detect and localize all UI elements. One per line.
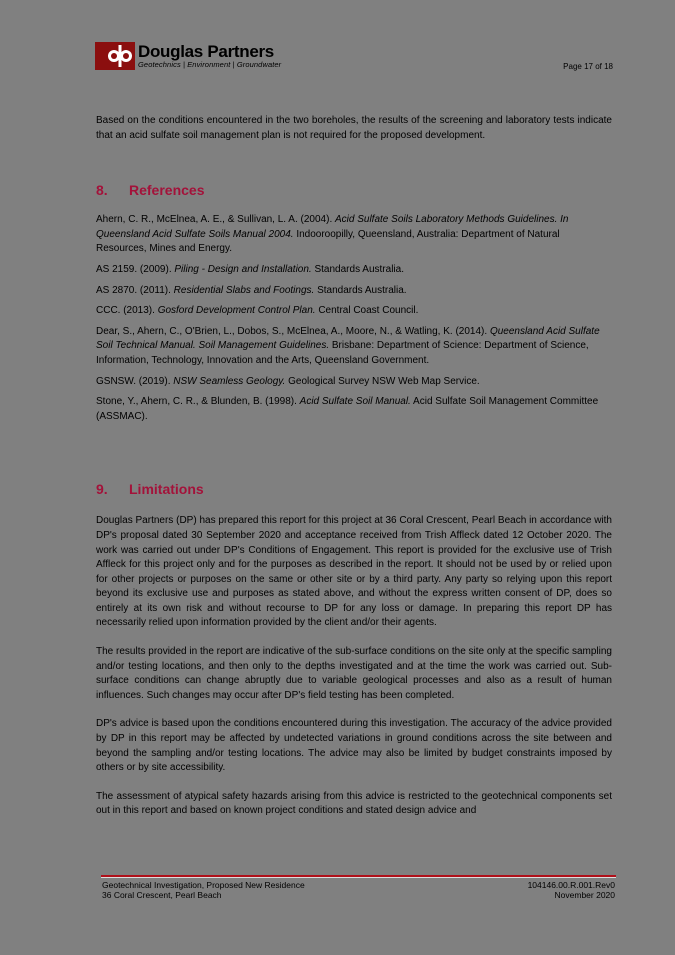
footer-project-title: Geotechnical Investigation, Proposed New Residence [102,880,305,890]
reference-item: Stone, Y., Ahern, C. R., & Blunden, B. (1998). Acid Sulfate Soil Manual. Acid Sulfate Soil Management Committee (ASSMAC). [96,396,599,422]
limitations-paragraph: DP's advice is based upon the conditions encountered during this investigation. The accuracy of the advice provided by DP in this report may be affected by undetected variations in ground conditions across the site between and beyond the sampling and/or testing locations. The advice may also be limited by budget constraints imposed by others or by site accessibility. [96,718,612,774]
reference-item: Ahern, C. R., McElnea, A. E., & Sullivan, L. A. (2004). Acid Sulfate Soils Laboratory Methods Guidelines. In Queensland Acid Sulfate Soils Manual 2004. Indooroopilly, Queensland, Australia: Department of Natural Resources, Mines and Energy. [96,214,569,255]
limitations-paragraph: Douglas Partners (DP) has prepared this report for this project at 36 Coral Crescent, Pearl Beach in accordance with DP's proposal dated 30 September 2020 and acceptance received from Trish Affleck dated 12 October 2020. The work was carried out under DP's Conditions of Engagement. This report is provided for the exclusive use of Trish Affleck for this project only and for the purposes as described in the report. It should not be used by or relied upon for other projects or purposes on the same or other site or by a third party. Any party so relying upon this report beyond its exclusive use and purposes as stated above, and without the express written consent of DP, does so entirely at its own risk and without recourse to DP for any loss or damage. In preparing this report DP has necessarily relied upon information provided by the client and/or their agents. [96,515,612,629]
reference-item: GSNSW. (2019). NSW Seamless Geology. Geological Survey NSW Web Map Service. [96,375,480,387]
footer-report-number: 104146.00.R.001.Rev0 [527,880,615,890]
reference-item: Dear, S., Ahern, C., O'Brien, L., Dobos, S., McElnea, A., Moore, N., & Watling, K. (2014). Queensland Acid Sulfate Soil Technical Manual. Soil Management Guidelines. Brisbane: Department of Science: Department of Science, Information, Technology, Innovation and the Arts, Queensland Government. [96,325,600,366]
footer-project [102,880,305,900]
intro-paragraph: Based on the conditions encountered in the two boreholes, the results of the screening and laboratory tests indicate that an acid sulfate soil management plan is not required for the proposed development. [96,115,612,141]
references-heading [96,181,612,199]
footer-reference [528,880,615,900]
logo-tagline: Geotechnics | Environment | Groundwater [138,60,282,69]
limitations-body [96,514,612,819]
section-title: References [129,182,205,199]
page-number: Page 17 of 18 [563,62,613,71]
footer-divider [101,875,616,878]
footer-date: November 2020 [554,890,615,900]
document-body [96,114,612,833]
limitations-paragraph: The results provided in the report are indicative of the sub-surface conditions on the site only at the specific sampling and/or testing locations, and then only to the depths investigated and at the time the work was carried out. Sub-surface conditions can change abruptly due to variable geological processes and also as a result of human influences. Such changes may occur after DP's field testing has been completed. [96,646,612,701]
reference-item: CCC. (2013). Gosford Development Control Plan. Central Coast Council. [96,305,419,317]
section-title: Limitations [129,481,204,498]
section-number: 8. [96,182,108,199]
limitations-paragraph: The assessment of atypical safety hazards arising from this advice is restricted to the geotechnical components set out in this report and based on known project conditions and stated design advice and [96,790,612,817]
logo-name: Douglas Partners [138,42,274,61]
douglas-partners-logo [95,42,281,70]
dp-logo-icon [95,42,135,70]
section-number: 9. [96,481,108,498]
reference-item: AS 2870. (2011). Residential Slabs and Footings. Standards Australia. [96,284,407,296]
reference-item: AS 2159. (2009). Piling - Design and Installation. Standards Australia. [96,263,404,275]
footer-project-address: 36 Coral Crescent, Pearl Beach [102,890,222,900]
references-list [96,213,612,424]
limitations-heading [96,480,612,498]
